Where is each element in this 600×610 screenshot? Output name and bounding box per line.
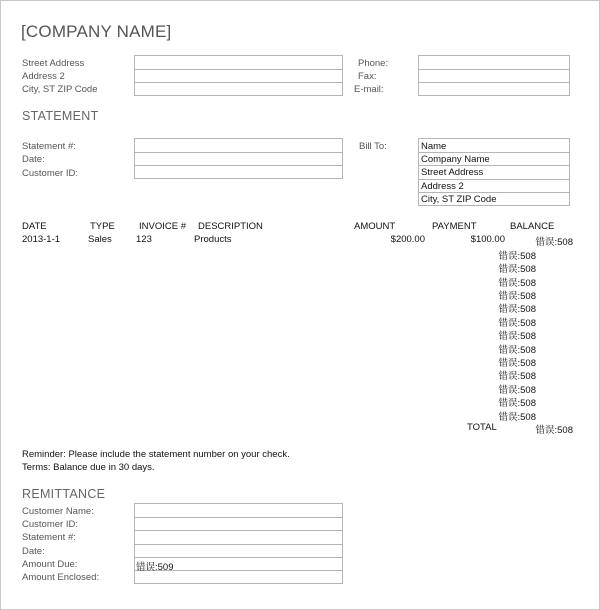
col-description-header: DESCRIPTION <box>198 221 263 232</box>
remit-customer-name-label: Customer Name: <box>22 506 94 517</box>
balance-cell: 错误:508 <box>498 371 536 382</box>
row1-amount: $200.00 <box>390 234 425 245</box>
balance-cell: 错误:508 <box>498 398 536 409</box>
row1-type: Sales <box>88 234 112 245</box>
col-payment-header: PAYMENT <box>432 221 477 232</box>
balance-cell: 错误:508 <box>498 345 536 356</box>
bill-to-city: City, ST ZIP Code <box>421 194 497 205</box>
remittance-heading: REMITTANCE <box>22 487 106 501</box>
terms-note: Terms: Balance due in 30 days. <box>22 462 155 473</box>
col-date-header: DATE <box>22 221 47 232</box>
bill-to-address2: Address 2 <box>421 181 464 192</box>
balance-cell: 错误:508 <box>498 412 536 423</box>
address2-label: Address 2 <box>22 71 65 82</box>
remit-amount-due-value: 错误:509 <box>136 562 174 573</box>
balance-cell: 错误:508 <box>498 278 536 289</box>
fax-label: Fax: <box>358 71 377 82</box>
row1-payment: $100.00 <box>470 234 505 245</box>
balance-cell: 错误:508 <box>498 291 536 302</box>
row1-date: 2013-1-1 <box>22 234 61 245</box>
total-value: 错误:508 <box>535 425 573 436</box>
row1-invoice: 123 <box>136 234 152 245</box>
remit-amount-due-label: Amount Due: <box>22 559 78 570</box>
statement-fields[interactable] <box>134 138 343 179</box>
bill-to-label: Bill To: <box>359 141 387 152</box>
contact-phone-field[interactable] <box>418 55 570 96</box>
balance-cell: 错误:508 <box>498 385 536 396</box>
reminder-note: Reminder: Please include the statement number on your check. <box>22 449 290 460</box>
col-balance-header: BALANCE <box>510 221 555 232</box>
remit-statement-number-label: Statement #: <box>22 532 76 543</box>
balance-cell: 错误:508 <box>498 358 536 369</box>
statement-number-label: Statement #: <box>22 141 76 152</box>
bill-to-street: Street Address <box>421 167 484 178</box>
col-invoice-header: INVOICE # <box>139 221 186 232</box>
bill-to-name: Name <box>421 141 447 152</box>
contact-address-field[interactable] <box>134 55 343 96</box>
balance-cell: 错误:508 <box>498 331 536 342</box>
row1-description: Products <box>194 234 232 245</box>
balance-cell: 错误:508 <box>498 304 536 315</box>
row1-balance: 错误:508 <box>535 237 573 248</box>
balance-cell: 错误:508 <box>498 251 536 262</box>
remit-date-label: Date: <box>22 546 45 557</box>
col-type-header: TYPE <box>90 221 115 232</box>
statement-heading: STATEMENT <box>22 109 99 123</box>
remit-customer-id-label: Customer ID: <box>22 519 78 530</box>
total-label: TOTAL <box>467 422 497 433</box>
customer-id-label: Customer ID: <box>22 168 78 179</box>
street-address-label: Street Address <box>22 58 85 69</box>
balance-cell: 错误:508 <box>498 318 536 329</box>
email-label: E-mail: <box>354 84 384 95</box>
phone-label: Phone: <box>358 58 389 69</box>
bill-to-company: Company Name <box>421 154 490 165</box>
balance-cell: 错误:508 <box>498 264 536 275</box>
remit-amount-enclosed-label: Amount Enclosed: <box>22 572 100 583</box>
col-amount-header: AMOUNT <box>354 221 396 232</box>
statement-date-label: Date: <box>22 154 45 165</box>
company-name: [COMPANY NAME] <box>21 22 172 41</box>
city-label: City, ST ZIP Code <box>22 84 98 95</box>
